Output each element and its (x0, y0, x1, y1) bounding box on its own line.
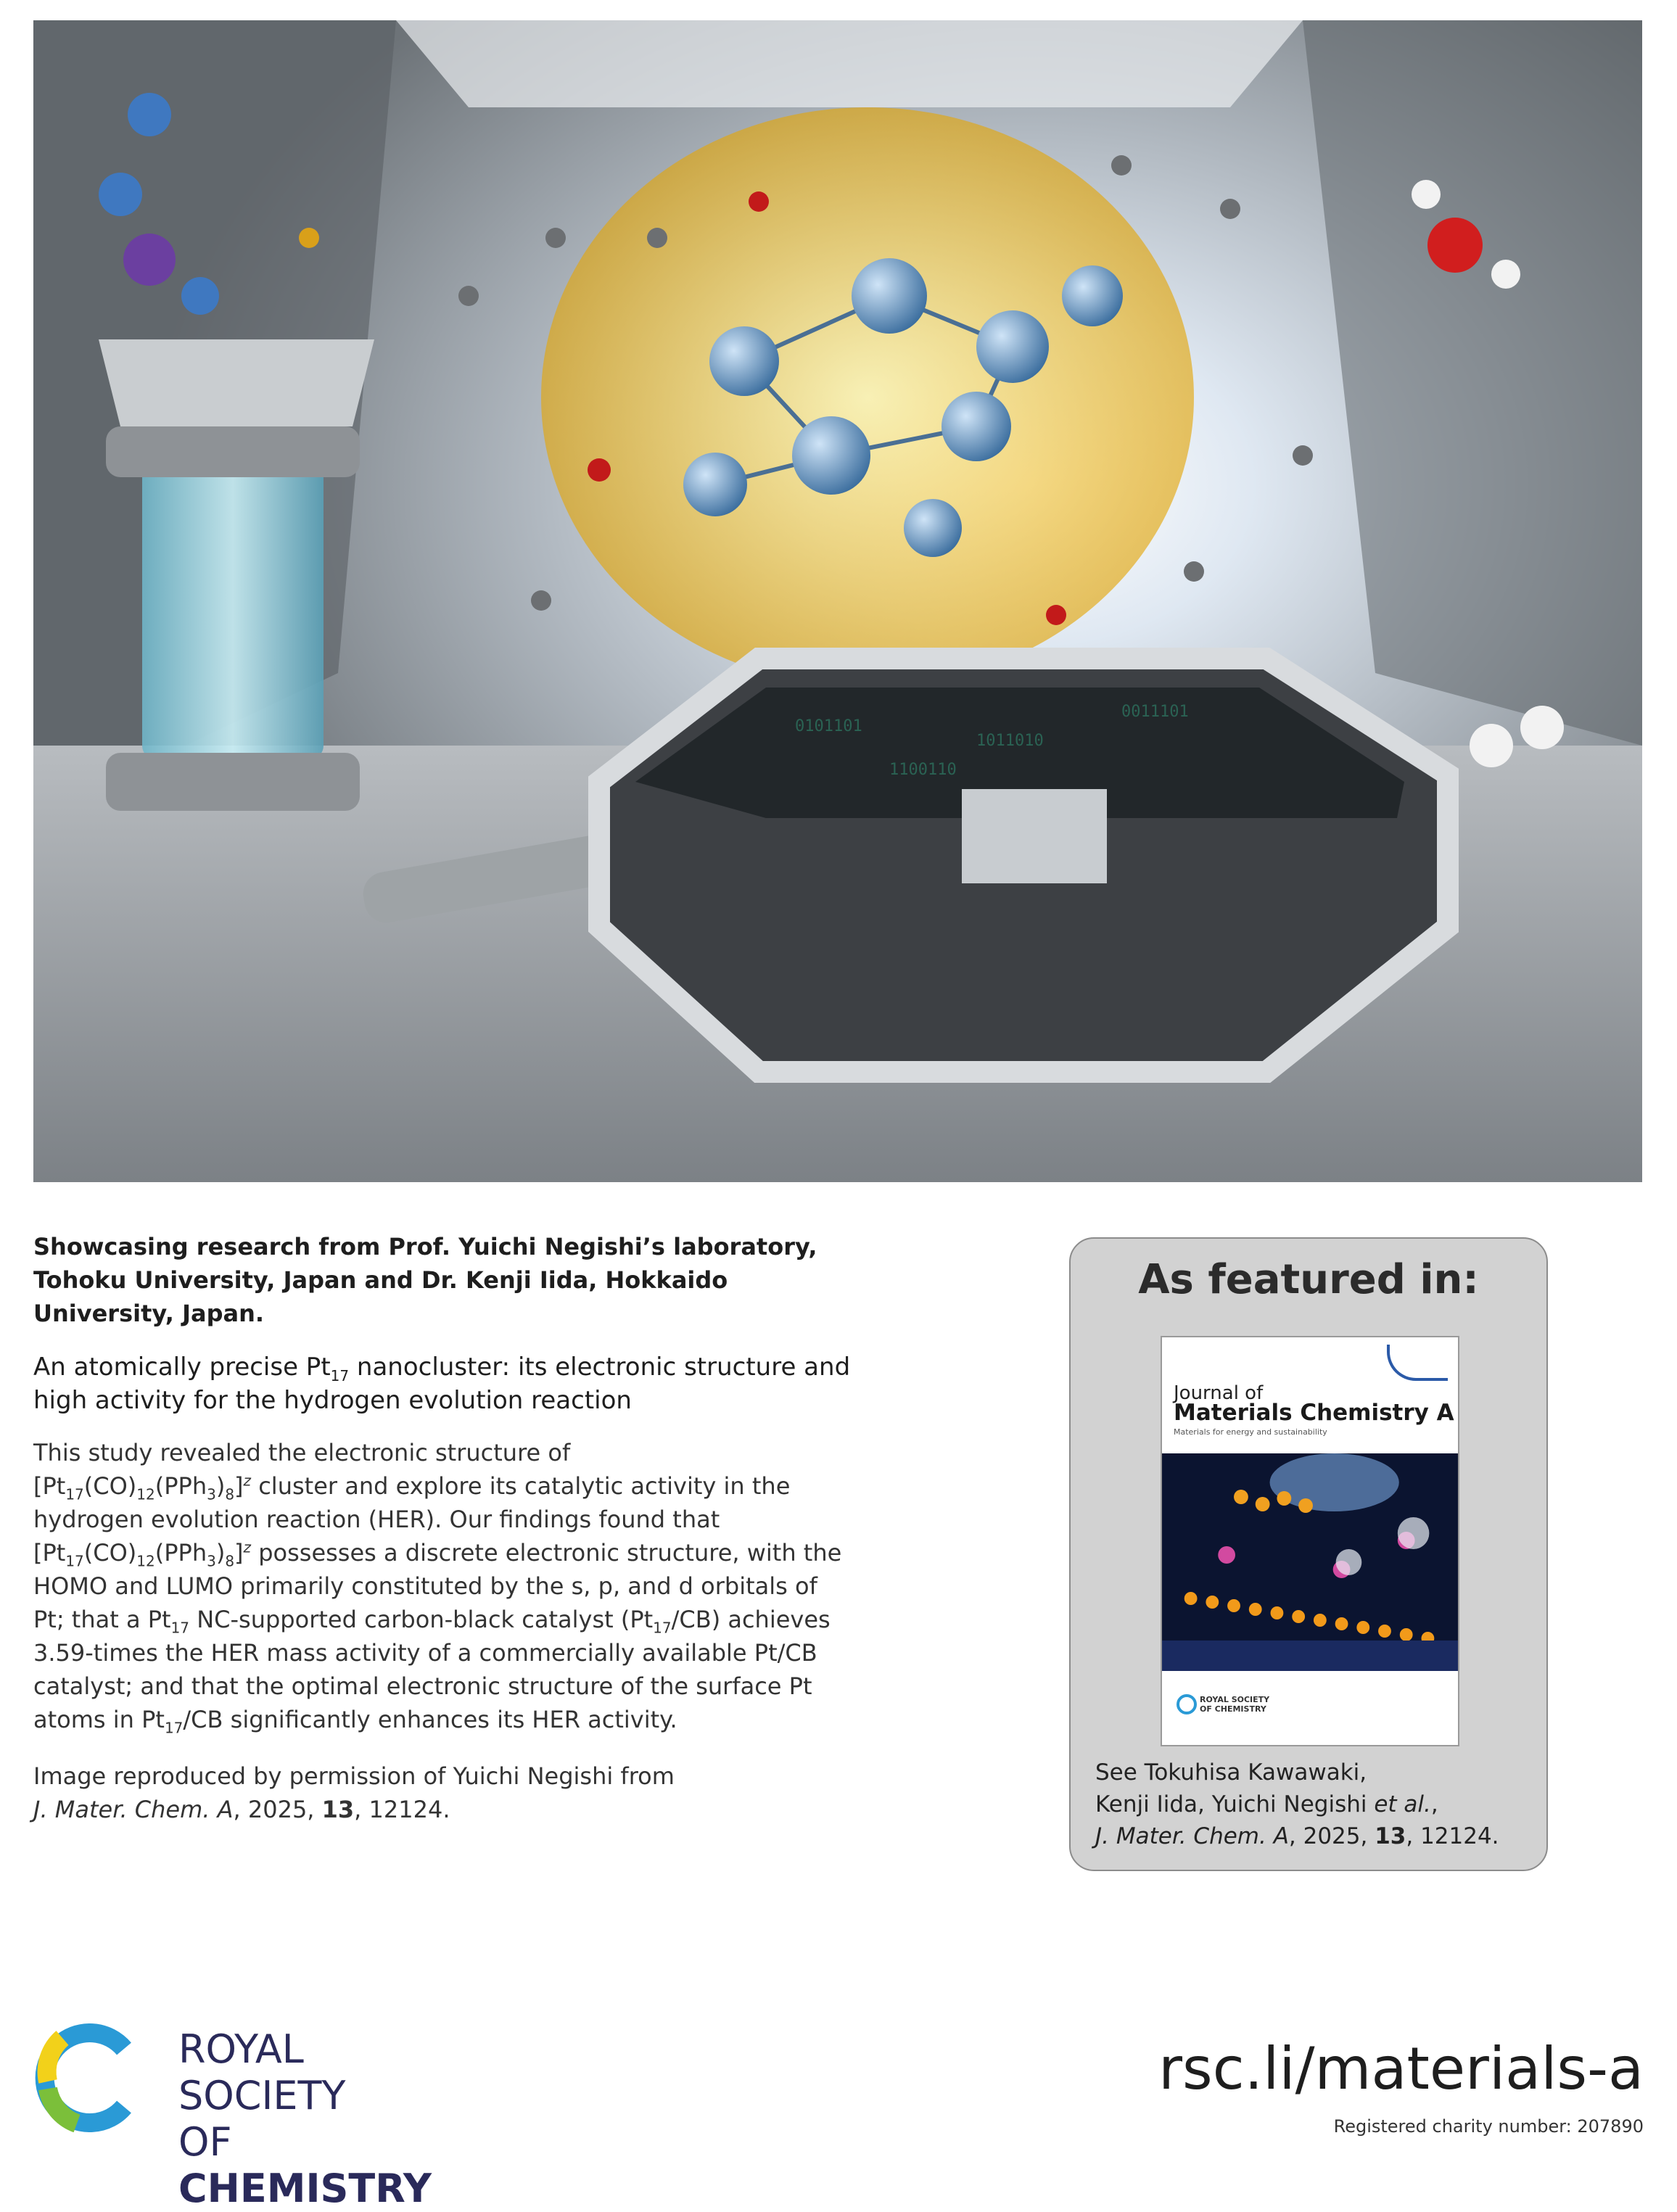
article-title: An atomically precise $Pt_{17}$ nanocluster: its electronic structure and high activity for the hydrogen evolution reaction (33, 1353, 851, 1415)
cover-rsc-logo-icon (1177, 1694, 1197, 1714)
cover-tagline: Materials for energy and sustainability (1174, 1427, 1327, 1437)
nanocluster-lab-icon (33, 20, 1642, 1182)
charity-number: Registered charity number: 207890 (1333, 2116, 1644, 2137)
text-column (33, 1230, 853, 1849)
image-credit: Image reproduced by permission of Yuichi Negishi from J. Mater. Chem. A, 2025, 13, 12124. (33, 1762, 675, 1823)
featured-in-box (1069, 1237, 1548, 1871)
showcase-text: Showcasing research from Prof. Yuichi Negishi’s laboratory, Tohoku University, Japan and Dr. Kenji Iida, Hokkaido University, Japan. (33, 1233, 817, 1327)
svg-text:0011101: 0011101 (1121, 703, 1189, 721)
svg-text:0101101: 0101101 (795, 717, 862, 735)
journal-cover[interactable] (1161, 1336, 1459, 1746)
rsc-logo-text: ROYAL SOCIETY OF CHEMISTRY (178, 2026, 432, 2211)
rsc-logo-icon (33, 2023, 142, 2132)
abstract: This study revealed the electronic structure of $[Pt_{17}(CO)_{12}(PPh_3)_8]^z$ cluster and explore its catalytic activity in the hydrogen evolution reaction (HER). Our findings found that $[Pt_{17}(CO)_{12}(PPh_3)_8]^z$ possesses a discrete electronic structure, with the HOMO and LUMO primarily constituted by the s, p, and d orbitals of Pt; that a $Pt_{17}$ NC-supported carbon-black catalyst $(Pt_{17}/CB)$ achieves 3.59-times the HER mass activity of a commercially available Pt/CB catalyst; and that the optimal electronic structure of the surface Pt atoms in $Pt_{17}/CB$ significantly enhances its HER activity. (33, 1439, 842, 1737)
rsc-logo[interactable] (33, 2023, 483, 2211)
featured-reference: See Tokuhisa Kawawaki, Kenji Iida, Yuichi Negishi et al., J. Mater. Chem. A, 2025, 13, 12124. (1095, 1759, 1499, 1849)
cover-illustration (33, 20, 1642, 1182)
cover-journal-of: Journal of (1174, 1382, 1264, 1404)
svg-text:1011010: 1011010 (976, 732, 1044, 750)
cover-corner-icon (1387, 1345, 1448, 1381)
cover-publisher: ROYAL SOCIETY OF CHEMISTRY (1177, 1694, 1269, 1714)
journal-url[interactable]: rsc.li/materials-a (1158, 2035, 1644, 2102)
cover-art-icon (1162, 1453, 1458, 1671)
svg-text:1100110: 1100110 (889, 761, 957, 779)
featured-heading: As featured in: (1138, 1256, 1479, 1303)
cover-journal-name: Materials Chemistry A (1174, 1400, 1454, 1426)
